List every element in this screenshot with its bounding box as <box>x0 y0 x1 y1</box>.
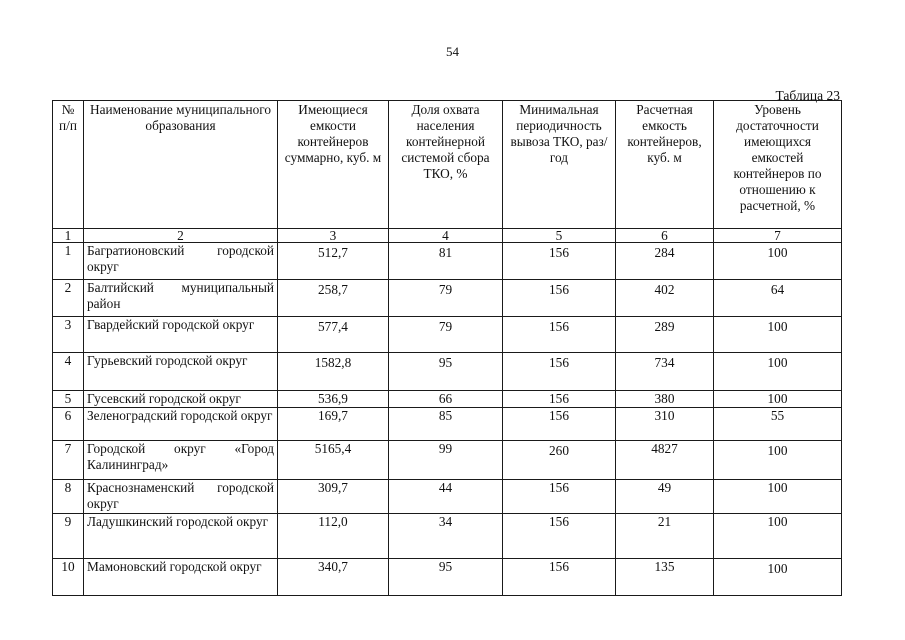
frequency-value: 156 <box>503 408 616 441</box>
header-cell-sufficiency: Уровень достаточности имеющихся емкостей контейнеров по отношению к расчетной, % <box>714 101 842 229</box>
header-cell-number: № п/п <box>53 101 84 229</box>
column-number-row <box>53 229 842 243</box>
row-number: 7 <box>53 441 84 480</box>
table-row <box>53 243 842 280</box>
row-number: 9 <box>53 514 84 559</box>
row-number: 4 <box>53 353 84 391</box>
header-row <box>53 101 842 229</box>
column-number: 2 <box>84 229 278 243</box>
required-capacity-value: 289 <box>616 317 714 353</box>
header-cell-coverage: Доля охвата населения контейнерной системой сбора ТКО, % <box>389 101 503 229</box>
row-number: 5 <box>53 391 84 408</box>
row-number: 6 <box>53 408 84 441</box>
frequency-value: 156 <box>503 243 616 280</box>
row-number: 10 <box>53 559 84 596</box>
municipality-name: Гусевский городской округ <box>84 391 278 408</box>
table-row <box>53 391 842 408</box>
row-number: 3 <box>53 317 84 353</box>
municipality-name: Багратионовский городской округ <box>84 243 278 280</box>
municipality-name: Городской округ «Город Калининград» <box>84 441 278 480</box>
header-cell-capacity: Имеющиеся емкости контейнеров суммарно, куб. м <box>278 101 389 229</box>
required-capacity-value: 135 <box>616 559 714 596</box>
capacity-value: 536,9 <box>278 391 389 408</box>
municipality-name: Зеленоградский городской округ <box>84 408 278 441</box>
capacity-value: 112,0 <box>278 514 389 559</box>
capacity-value: 169,7 <box>278 408 389 441</box>
capacity-value: 340,7 <box>278 559 389 596</box>
frequency-value: 260 <box>503 441 616 480</box>
coverage-value: 81 <box>389 243 503 280</box>
frequency-value: 156 <box>503 480 616 514</box>
table-row <box>53 514 842 559</box>
sufficiency-value: 100 <box>714 480 842 514</box>
column-number: 5 <box>503 229 616 243</box>
frequency-value: 156 <box>503 317 616 353</box>
header-cell-frequency: Минимальная периодичность вывоза ТКО, раз/год <box>503 101 616 229</box>
required-capacity-value: 4827 <box>616 441 714 480</box>
data-table <box>52 100 842 596</box>
sufficiency-value: 100 <box>714 559 842 596</box>
coverage-value: 44 <box>389 480 503 514</box>
column-number: 6 <box>616 229 714 243</box>
table-row <box>53 408 842 441</box>
required-capacity-value: 734 <box>616 353 714 391</box>
coverage-value: 79 <box>389 317 503 353</box>
required-capacity-value: 21 <box>616 514 714 559</box>
required-capacity-value: 380 <box>616 391 714 408</box>
frequency-value: 156 <box>503 391 616 408</box>
table-row <box>53 441 842 480</box>
header-cell-name: Наименование муниципального образования <box>84 101 278 229</box>
page-number: 54 <box>446 44 459 59</box>
frequency-value: 156 <box>503 514 616 559</box>
sufficiency-value: 100 <box>714 353 842 391</box>
required-capacity-value: 402 <box>616 280 714 317</box>
municipality-name: Краснознаменский городской округ <box>84 480 278 514</box>
header-cell-required-capacity: Расчетная емкость контейнеров, куб. м <box>616 101 714 229</box>
frequency-value: 156 <box>503 280 616 317</box>
sufficiency-value: 100 <box>714 441 842 480</box>
sufficiency-value: 100 <box>714 514 842 559</box>
column-number: 1 <box>53 229 84 243</box>
municipality-name: Гурьевский городской округ <box>84 353 278 391</box>
municipality-name: Ладушкинский городской округ <box>84 514 278 559</box>
column-number: 3 <box>278 229 389 243</box>
coverage-value: 99 <box>389 441 503 480</box>
sufficiency-value: 100 <box>714 243 842 280</box>
table-row <box>53 353 842 391</box>
capacity-value: 1582,8 <box>278 353 389 391</box>
municipality-name: Балтийский муниципальный район <box>84 280 278 317</box>
required-capacity-value: 310 <box>616 408 714 441</box>
row-number: 2 <box>53 280 84 317</box>
capacity-value: 512,7 <box>278 243 389 280</box>
coverage-value: 79 <box>389 280 503 317</box>
capacity-value: 309,7 <box>278 480 389 514</box>
coverage-value: 34 <box>389 514 503 559</box>
required-capacity-value: 284 <box>616 243 714 280</box>
capacity-value: 258,7 <box>278 280 389 317</box>
frequency-value: 156 <box>503 559 616 596</box>
sufficiency-value: 64 <box>714 280 842 317</box>
sufficiency-value: 100 <box>714 391 842 408</box>
coverage-value: 66 <box>389 391 503 408</box>
sufficiency-value: 55 <box>714 408 842 441</box>
column-number: 7 <box>714 229 842 243</box>
municipality-name: Мамоновский городской округ <box>84 559 278 596</box>
frequency-value: 156 <box>503 353 616 391</box>
table-row <box>53 317 842 353</box>
table-caption: Таблица 23 <box>775 88 840 103</box>
capacity-value: 5165,4 <box>278 441 389 480</box>
required-capacity-value: 49 <box>616 480 714 514</box>
coverage-value: 95 <box>389 559 503 596</box>
row-number: 1 <box>53 243 84 280</box>
coverage-value: 85 <box>389 408 503 441</box>
row-number: 8 <box>53 480 84 514</box>
coverage-value: 95 <box>389 353 503 391</box>
table-row <box>53 480 842 514</box>
column-number: 4 <box>389 229 503 243</box>
municipality-name: Гвардейский городской округ <box>84 317 278 353</box>
sufficiency-value: 100 <box>714 317 842 353</box>
table-row <box>53 559 842 596</box>
capacity-value: 577,4 <box>278 317 389 353</box>
table-row <box>53 280 842 317</box>
